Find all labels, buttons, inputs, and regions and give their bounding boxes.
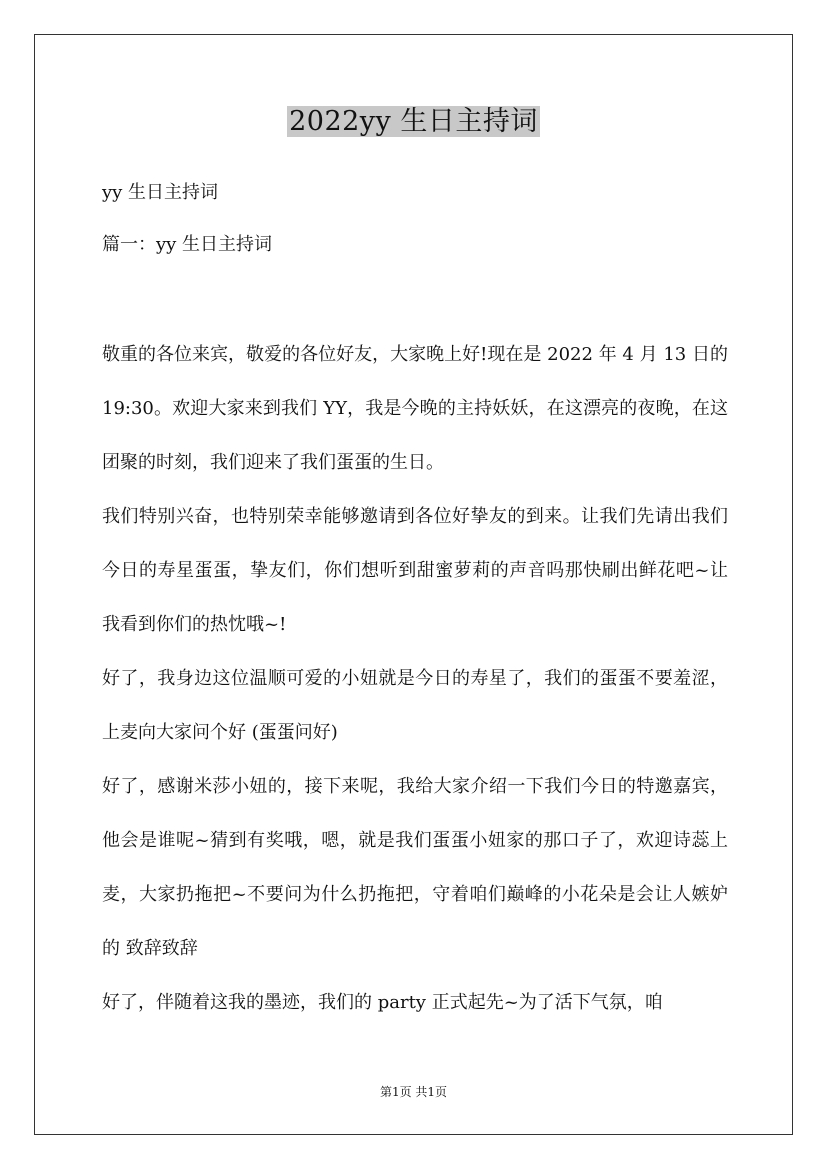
paragraph: 敬重的各位来宾，敬爱的各位好友，大家晚上好!现在是 2022 年 4 月 13 日的 19:30。欢迎大家来到我们 YY，我是今晚的主持妖妖，在这漂亮的夜晚，在这团聚的时刻，我们迎来了我们蛋蛋的生日。 — [102, 344, 728, 473]
body-text — [102, 328, 728, 1030]
paragraph: 好了，伴随着这我的墨迹，我们的 party 正式起先~为了活下气氛，咱 — [102, 992, 663, 1013]
document-title-text: 2022yy 生日主持词 — [289, 106, 538, 137]
paragraph: 好了，我身边这位温顺可爱的小妞就是今日的寿星了，我们的蛋蛋不要羞涩，上麦向大家问个好 (蛋蛋问好) — [102, 668, 728, 743]
document-title — [0, 102, 827, 142]
paragraph: 好了，感谢米莎小妞的，接下来呢，我给大家介绍一下我们今日的特邀嘉宾，他会是谁呢~猜到有奖哦，嗯，就是我们蛋蛋小妞家的那口子了，欢迎诗蕊上麦，大家扔拖把~不要问为什么扔拖把，守着咱们巅峰的小花朵是会让人嫉妒的 致辞致辞 — [102, 776, 728, 959]
section-heading: 篇一：yy 生日主持词 — [102, 234, 273, 255]
subtitle-block — [102, 167, 728, 271]
subtitle-line: yy 生日主持词 — [102, 182, 219, 203]
page-number: 第1页 共1页 — [379, 1085, 448, 1099]
paragraph: 我们特别兴奋，也特别荣幸能够邀请到各位好挚友的到来。让我们先请出我们今日的寿星蛋蛋，挚友们，你们想听到甜蜜萝莉的声音吗那快刷出鲜花吧~让我看到你们的热忱哦~! — [102, 506, 728, 635]
page-footer — [0, 1082, 827, 1102]
